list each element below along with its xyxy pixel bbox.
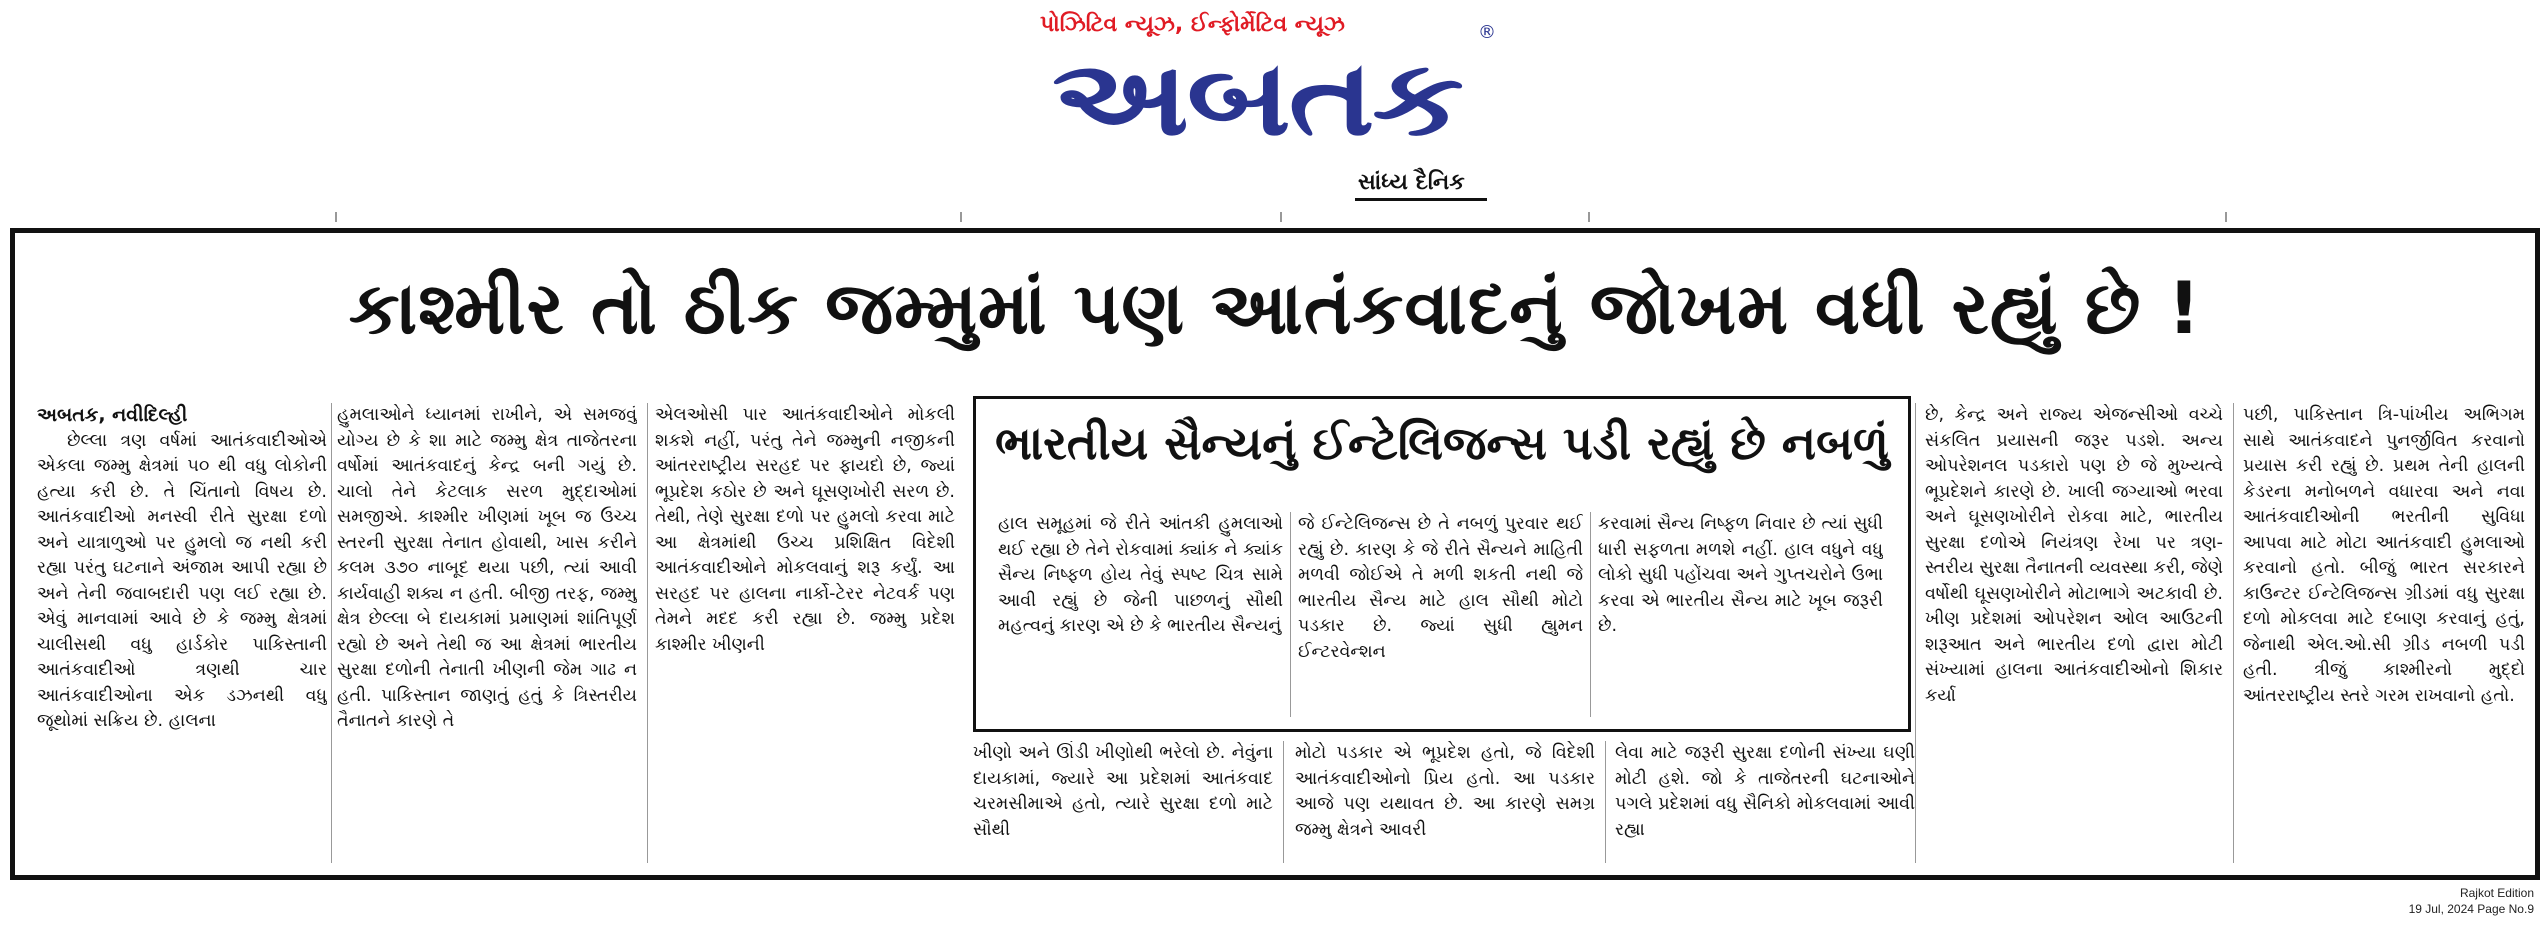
article-text: પછી, પાકિસ્તાન ત્રિ-પાંખીય અભિગમ સાથે આતંકવાદને પુનર્જીવિત કરવાનો પ્રયાસ કરી રહ્યું છે. પ્રથમ તેની હાલની કેડરના મનોબળને વધારવા અને નવા આતંકવાદીઓની ભરતીની સુવિધા આપવા માટે મોટા આતંકવાદી હુમલાઓ કરવાનો હતો. બીજું ભારત સરકારને કાઉન્ટર ઈન્ટેલિજન્સ ગ્રીડમાં વધુ સુરક્ષા દળો મોકલવા માટે દબાણ કરવાનું હતું, જેનાથી એલ.ઓ.સી ગ્રીડ નબળી પડી હતી. ત્રીજું કાશ્મીરનો મુદ્દો આંતરરાષ્ટ્રીય સ્તરે ગરમ રાખવાનો હતો. xyxy=(2243,405,2525,706)
column-divider xyxy=(2233,403,2234,863)
registered-mark: ® xyxy=(1478,22,1496,43)
article-text: ખીણો અને ઊંડી ખીણોથી ભરેલો છે. નેવુંના દાયકામાં, જ્યારે આ પ્રદેશમાં આતંકવાદ ચરમસીમાએ હતો, ત્યારે સુરક્ષા દળો માટે સૌથી xyxy=(973,743,1273,840)
crop-tick xyxy=(960,212,962,222)
sidebar-column-2 xyxy=(1298,512,1583,722)
article-column-2 xyxy=(337,403,637,865)
article-text: એલઓસી પાર આતંકવાદીઓને મોકલી શકશે નહીં, પરંતુ તેને જમ્મુની નજીકની આંતરરાષ્ટ્રીય સરહદ પર ફાયદો છે, જ્યાં ભૂપ્રદેશ કઠોર છે અને ઘૂસણખોરી સરળ છે. તેથી, તેણે સુરક્ષા દળો પર હુમલો કરવા માટે આ ક્ષેત્રમાંથી ઉચ્ચ પ્રશિક્ષિત વિદેશી આતંકવાદીઓને મોકલવાનું શરૂ કર્યું. આ સરહદ પર હાલના નાર્કો-ટેરર નેટવર્ક પણ તેમને મદદ કરી રહ્યા છે. જમ્મુ પ્રદેશ કાશ્મીર ખીણની xyxy=(655,405,955,655)
column-divider xyxy=(1915,403,1916,863)
column-divider xyxy=(1590,512,1591,717)
masthead-subtitle: સાંધ્ય દૈનિક xyxy=(1358,170,1465,195)
article-lower-column-3 xyxy=(1615,741,1915,865)
article-lower-column-1 xyxy=(973,741,1273,865)
article-text: છે, કેન્દ્ર અને રાજ્ય એજન્સીઓ વચ્ચે સંકલિત પ્રયાસની જરૂર પડશે. અન્ય ઓપરેશનલ પડકારો પણ છે જે મુખ્યત્વે ભૂપ્રદેશને કારણે છે. ખાલી જગ્યાઓ ભરવા અને ઘૂસણખોરીને રોકવા માટે, ભારતીય સુરક્ષા દળોએ નિયંત્રણ રેખા પર ત્રણ-સ્તરીય સુરક્ષા તૈનાતની વ્યવસ્થા કરી, જેણે વર્ષોથી ઘૂસણખોરીને મોટાભાગે અટકાવી છે. ખીણ પ્રદેશમાં ઓપરેશન ઓલ આઉટની શરૂઆત અને ભારતીય દળો દ્વારા મોટી સંખ્યામાં હાલના આતંકવાદીઓનો શિકાર કર્યા xyxy=(1925,405,2223,706)
crop-tick xyxy=(1588,212,1590,222)
sidebar-column-1 xyxy=(998,512,1283,722)
subtitle-underline xyxy=(1355,198,1487,201)
masthead-tagline: પોઝિટિવ ન્યૂઝ, ઈન્ફોર્મેટિવ ન્યૂઝ xyxy=(1040,12,1345,37)
article-byline: અબતક, નવીદિલ્હી xyxy=(37,404,188,426)
article-column-3 xyxy=(655,403,955,703)
article-text: હુમલાઓને ધ્યાનમાં રાખીને, એ સમજવું યોગ્ય છે કે શા માટે જમ્મુ ક્ષેત્ર તાજેતરના વર્ષોમાં આતંકવાદનું કેન્દ્ર બની ગયું છે. ચાલો તેને કેટલાક સરળ મુદ્દાઓમાં સમજીએ. કાશ્મીર ખીણમાં ખૂબ જ ઉચ્ચ સ્તરની સુરક્ષા તેનાત હોવાથી, ખાસ કરીને કલમ ૩૭૦ નાબૂદ થયા પછી, ત્યાં આવી કાર્યવાહી શક્ય ન હતી. બીજી તરફ, જમ્મુ ક્ષેત્ર છેલ્લા બે દાયકામાં પ્રમાણમાં શાંતિપૂર્ણ રહ્યો છે અને તેથી જ આ ક્ષેત્રમાં ભારતીય સુરક્ષા દળોની તેનાતી ખીણની જેમ ગાઢ ન હતી. પાકિસ્તાન જાણતું હતું કે ત્રિસ્તરીય તૈનાતને કારણે તે xyxy=(337,405,637,731)
sidebar-text: જે ઈન્ટેલિજન્સ છે તે નબળું પુરવાર થઈ રહ્યું છે. કારણ કે જે રીતે સૈન્યને માહિતી મળવી જોઈએ તે મળી શકતી નથી જે ભારતીય સૈન્ય માટે હાલ સૌથી મોટો પડકાર છે. જ્યાં સુધી હ્યુમન ઈન્ટરવેન્શન xyxy=(1298,514,1583,662)
crop-tick xyxy=(1280,212,1282,222)
article-column-6 xyxy=(1925,403,2223,865)
column-divider xyxy=(647,403,648,863)
column-divider xyxy=(1605,741,1606,863)
crop-tick xyxy=(2225,212,2227,222)
article-text: લેવા માટે જરૂરી સુરક્ષા દળોની સંખ્યા ઘણી મોટી હશે. જો કે તાજેતરની ઘટનાઓને પગલે પ્રદેશમાં વધુ સૈનિકો મોકલવામાં આવી રહ્યા xyxy=(1615,743,1915,840)
crop-tick xyxy=(335,212,337,222)
article-lower-column-2 xyxy=(1295,741,1595,865)
column-divider xyxy=(1283,741,1284,863)
edition-info xyxy=(2409,885,2534,917)
logo-wordmark: અબતક xyxy=(1052,37,1462,159)
sidebar-text: કરવામાં સૈન્ય નિષ્ફળ નિવાર છે ત્યાં સુધી ધારી સફળતા મળશે નહીં. હાલ વધુને વધુ લોકો સુધી પહોંચવા અને ગુપ્તચરોને ઉભા કરવા એ ભારતીય સૈન્ય માટે ખૂબ જરૂરી છે. xyxy=(1598,514,1883,636)
page-headline: કાશ્મીર તો ઠીક જમ્મુમાં પણ આતંકવાદનું જોખમ વધી રહ્યું છે ! xyxy=(348,266,2202,350)
article-text: છેલ્લા ત્રણ વર્ષમાં આતંકવાદીઓએ એકલા જમ્મુ ક્ષેત્રમાં ૫૦ થી વધુ લોકોની હત્યા કરી છે. તે ચિંતાનો વિષય છે. આતંકવાદીઓ મનસ્વી રીતે સુરક્ષા દળો અને યાત્રાળુઓ પર હુમલો જ નથી કરી રહ્યા પરંતુ ઘટનાને અંજામ આપી રહ્યા છે અને તેની જવાબદારી પણ લઈ રહ્યા છે. એવું માનવામાં આવે છે કે જમ્મુ ક્ષેત્રમાં ચાલીસથી વધુ હાર્ડકોર પાકિસ્તાની આતંકવાદીઓ ત્રણથી ચાર આતંકવાદીઓના એક ડઝનથી વધુ જૂથોમાં સક્રિય છે. હાલના xyxy=(37,430,327,731)
masthead xyxy=(0,0,2542,215)
edition-name: Rajkot Edition xyxy=(2459,886,2534,900)
newspaper-logo xyxy=(1052,38,1492,158)
sidebar-story-title: ભારતીય સૈન્યનું ઈન્ટેલિજન્સ પડી રહ્યું છે નબળું xyxy=(995,416,1889,470)
article-frame xyxy=(10,228,2540,880)
sidebar-story-box xyxy=(973,396,1911,732)
column-divider xyxy=(1290,512,1291,717)
article-column-7 xyxy=(2243,403,2525,865)
sidebar-column-3 xyxy=(1598,512,1883,722)
sidebar-text: હાલ સમૂહમાં જે રીતે આંતકી હુમલાઓ થઈ રહ્યા છે તેને રોકવામાં ક્યાંક ને ક્યાંક સૈન્ય નિષ્ફળ હોય તેવું સ્પષ્ટ ચિત્ર સામે આવી રહ્યું છે જેની પાછળનું સૌથી મહત્વનું કારણ એ છે કે ભારતીય સૈન્યનું xyxy=(998,514,1283,636)
column-divider xyxy=(331,403,332,863)
article-column-1 xyxy=(37,403,327,865)
edition-date-page: 19 Jul, 2024 Page No.9 xyxy=(2408,902,2534,916)
article-text: મોટો પડકાર એ ભૂપ્રદેશ હતો, જે વિદેશી આતંકવાદીઓનો પ્રિય હતો. આ પડકાર આજે પણ યથાવત છે. આ કારણે સમગ્ર જમ્મુ ક્ષેત્રને આવરી xyxy=(1295,743,1595,840)
